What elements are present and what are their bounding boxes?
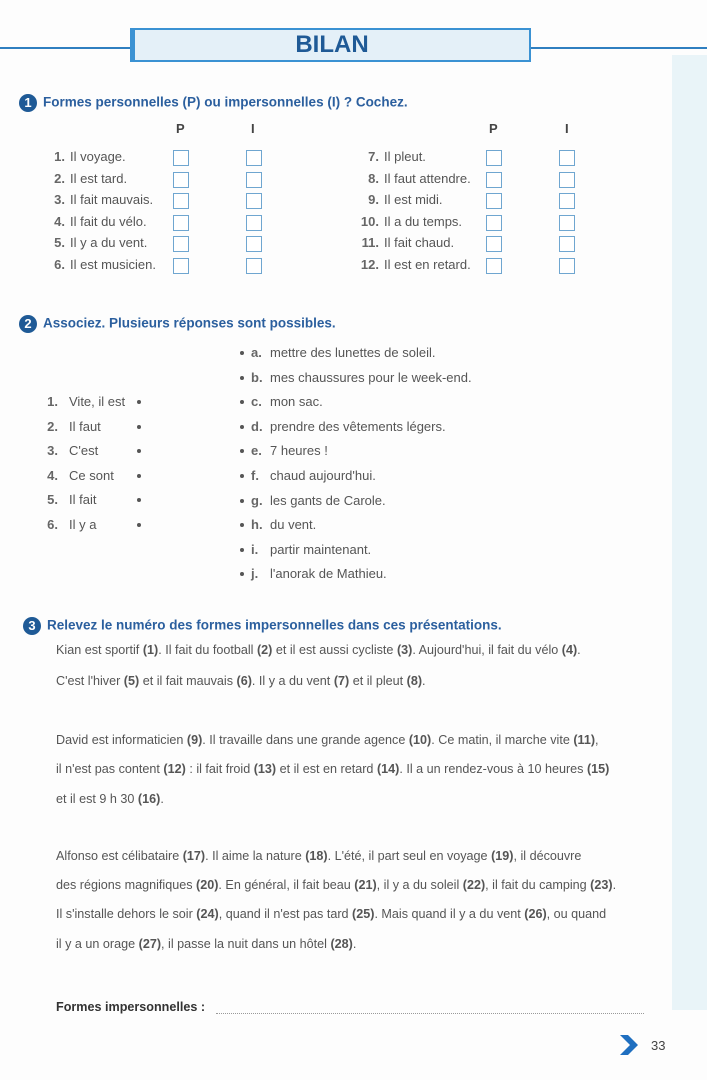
- paragraph-line: Kian est sportif (1). Il fait du football (2) et il est aussi cycliste (3). Aujourd'hui, il fait du vélo (4).: [56, 643, 581, 657]
- checkbox-personal[interactable]: [486, 215, 502, 231]
- chevron-right-icon: [618, 1033, 640, 1057]
- item-text: mon sac.: [270, 394, 323, 410]
- paragraph-line: Alfonso est célibataire (17). Il aime la nature (18). L'été, il part seul en voyage (19), il découvre: [56, 849, 582, 863]
- item-number: 8.: [368, 170, 379, 186]
- item-number: 4.: [47, 467, 58, 483]
- item-letter: i.: [251, 541, 259, 557]
- match-right-item: [251, 370, 472, 385]
- item-text: chaud aujourd'hui.: [270, 468, 376, 483]
- match-dot[interactable]: [240, 474, 244, 478]
- item-text: Il fait chaud.: [384, 235, 455, 250]
- list-item: [352, 149, 426, 164]
- item-letter: b.: [251, 369, 263, 385]
- checkbox-personal[interactable]: [173, 258, 189, 274]
- list-item: [352, 192, 443, 207]
- match-dot[interactable]: [137, 474, 141, 478]
- paragraph-line: et il est 9 h 30 (16).: [56, 792, 164, 806]
- item-letter: f.: [251, 468, 259, 483]
- checkbox-impersonal[interactable]: [559, 172, 575, 188]
- match-dot[interactable]: [137, 449, 141, 453]
- item-number: 5.: [54, 235, 65, 250]
- exercise-title: Relevez le numéro des formes impersonnelles dans ces présentations.: [47, 617, 502, 633]
- item-number: 1.: [54, 149, 65, 164]
- item-text: Il est en retard.: [384, 256, 471, 272]
- match-dot[interactable]: [240, 548, 244, 552]
- match-right-item: [251, 443, 328, 458]
- column-header-p: P: [489, 121, 498, 136]
- list-item: [352, 171, 471, 186]
- checkbox-impersonal[interactable]: [559, 215, 575, 231]
- item-number: 11.: [361, 235, 379, 250]
- exercise-number-badge: 3: [23, 617, 41, 635]
- match-dot[interactable]: [240, 499, 244, 503]
- checkbox-personal[interactable]: [486, 258, 502, 274]
- paragraph-line: il y a un orage (27), il passe la nuit dans un hôtel (28).: [56, 937, 357, 951]
- match-dot[interactable]: [137, 400, 141, 404]
- item-letter: c.: [251, 394, 262, 410]
- match-dot[interactable]: [240, 425, 244, 429]
- item-text: C'est: [69, 443, 99, 459]
- list-item: [36, 235, 147, 250]
- match-dot[interactable]: [240, 351, 244, 355]
- checkbox-personal[interactable]: [486, 150, 502, 166]
- answer-label: Formes impersonnelles :: [56, 1000, 206, 1014]
- item-text: 7 heures !: [270, 443, 328, 459]
- exercise-number-badge: 1: [19, 94, 37, 112]
- exercise-number-badge: 2: [19, 315, 37, 333]
- checkbox-impersonal[interactable]: [246, 193, 262, 209]
- item-text: les gants de Carole.: [270, 492, 386, 508]
- checkbox-personal[interactable]: [486, 172, 502, 188]
- checkbox-personal[interactable]: [173, 193, 189, 209]
- checkbox-personal[interactable]: [486, 236, 502, 252]
- item-number: 2.: [47, 418, 58, 434]
- item-text: mettre des lunettes de soleil.: [270, 345, 436, 360]
- item-number: 3.: [54, 192, 65, 207]
- match-dot[interactable]: [240, 572, 244, 576]
- item-text: l'anorak de Mathieu.: [270, 566, 387, 582]
- list-item: [36, 214, 147, 229]
- item-text: Il y a du vent.: [70, 235, 148, 250]
- item-text: Il voyage.: [70, 149, 126, 164]
- column-header-i: I: [565, 121, 569, 136]
- list-item: [36, 257, 156, 272]
- item-number: 6.: [54, 256, 65, 272]
- item-number: 12.: [360, 256, 379, 272]
- item-text: Il faut: [69, 418, 101, 434]
- item-text: Il faut attendre.: [384, 170, 471, 186]
- match-left-item: [40, 419, 101, 434]
- title-banner: [130, 28, 531, 62]
- exercise-1-heading: [19, 94, 408, 112]
- match-dot[interactable]: [137, 523, 141, 527]
- paragraph-line: il n'est pas content (12) : il fait froid (13) et il est en retard (14). Il a un rendez-vous à 10 heures (15): [56, 762, 610, 776]
- item-number: 6.: [47, 517, 58, 532]
- match-right-item: [251, 517, 316, 532]
- match-right-item: [251, 394, 323, 409]
- match-dot[interactable]: [240, 449, 244, 453]
- item-text: prendre des vêtements légers.: [270, 418, 446, 434]
- item-text: Ce sont: [69, 467, 114, 483]
- item-number: 1.: [47, 394, 58, 409]
- match-right-item: [251, 419, 446, 434]
- column-header-p: P: [176, 121, 185, 136]
- list-item: [36, 192, 153, 207]
- checkbox-impersonal[interactable]: [559, 150, 575, 166]
- list-item: [352, 257, 471, 272]
- checkbox-impersonal[interactable]: [559, 236, 575, 252]
- paragraph-line: David est informaticien (9). Il travaille dans une grande agence (10). Ce matin, il marche vite (11),: [56, 733, 599, 747]
- exercise-title: Associez. Plusieurs réponses sont possibles.: [43, 315, 336, 331]
- exercise-3-heading: [23, 617, 502, 635]
- list-item: [352, 214, 462, 229]
- item-text: partir maintenant.: [270, 541, 372, 557]
- paragraph-line: Il s'installe dehors le soir (24), quand il n'est pas tard (25). Mais quand il y a du vent (26), ou quand: [56, 907, 607, 921]
- item-letter: j.: [251, 566, 259, 582]
- checkbox-personal[interactable]: [486, 193, 502, 209]
- header-rule-right: [528, 47, 707, 49]
- item-number: 2.: [54, 170, 65, 186]
- match-left-item: [40, 517, 96, 532]
- checkbox-personal[interactable]: [173, 150, 189, 166]
- match-dot[interactable]: [137, 425, 141, 429]
- paragraph-line: C'est l'hiver (5) et il fait mauvais (6). Il y a du vent (7) et il pleut (8).: [56, 674, 426, 688]
- header-rule-left: [0, 47, 132, 49]
- item-number: 4.: [54, 213, 65, 229]
- match-right-item: [251, 345, 435, 360]
- checkbox-impersonal[interactable]: [246, 258, 262, 274]
- exercise-title: Formes personnelles (P) ou impersonnelles (I) ? Cochez.: [43, 94, 408, 110]
- paragraph-line: des régions magnifiques (20). En général, il fait beau (21), il y a du soleil (22), il fait du camping (23).: [56, 878, 617, 892]
- item-text: Il y a: [69, 517, 97, 532]
- item-text: Il fait du vélo.: [70, 213, 147, 229]
- list-item: [36, 171, 127, 186]
- match-left-item: [40, 492, 96, 507]
- item-number: 10.: [360, 213, 379, 229]
- item-letter: h.: [251, 517, 263, 533]
- match-left-item: [40, 394, 125, 409]
- match-dot[interactable]: [240, 376, 244, 380]
- checkbox-personal[interactable]: [173, 236, 189, 252]
- checkbox-impersonal[interactable]: [559, 258, 575, 274]
- match-dot[interactable]: [240, 400, 244, 404]
- item-letter: e.: [251, 443, 262, 459]
- match-right-item: [251, 468, 376, 483]
- match-left-item: [40, 443, 98, 458]
- match-right-item: [251, 493, 386, 508]
- item-number: 3.: [47, 443, 58, 459]
- checkbox-impersonal[interactable]: [246, 215, 262, 231]
- item-letter: a.: [251, 345, 262, 360]
- page-title: BILAN: [295, 31, 369, 58]
- checkbox-personal[interactable]: [173, 172, 189, 188]
- match-right-item: [251, 542, 371, 557]
- match-dot[interactable]: [240, 523, 244, 527]
- side-margin-strip: [672, 55, 707, 1010]
- list-item: [352, 235, 454, 250]
- column-header-i: I: [251, 121, 255, 136]
- match-left-item: [40, 468, 114, 483]
- item-text: Il fait mauvais.: [70, 192, 154, 207]
- checkbox-impersonal[interactable]: [246, 236, 262, 252]
- item-number: 5.: [47, 492, 58, 508]
- match-right-item: [251, 566, 387, 581]
- checkbox-impersonal[interactable]: [246, 150, 262, 166]
- item-text: du vent.: [270, 517, 317, 533]
- item-text: Il est tard.: [70, 170, 128, 186]
- checkbox-impersonal[interactable]: [246, 172, 262, 188]
- item-number: 7.: [368, 149, 379, 164]
- list-item: [36, 149, 126, 164]
- page-number: 33: [651, 1038, 666, 1053]
- item-letter: d.: [251, 418, 263, 434]
- item-number: 9.: [368, 192, 379, 207]
- checkbox-personal[interactable]: [173, 215, 189, 231]
- item-text: mes chaussures pour le week-end.: [270, 369, 472, 385]
- exercise-2-heading: [19, 315, 336, 333]
- item-text: Il est musicien.: [70, 256, 156, 272]
- match-dot[interactable]: [137, 498, 141, 502]
- item-text: Il est midi.: [384, 192, 443, 207]
- item-text: Il fait: [69, 492, 97, 508]
- item-text: Il a du temps.: [384, 213, 463, 229]
- item-text: Il pleut.: [384, 149, 426, 164]
- answer-line[interactable]: [216, 1013, 644, 1014]
- item-letter: g.: [251, 492, 263, 508]
- checkbox-impersonal[interactable]: [559, 193, 575, 209]
- item-text: Vite, il est: [69, 394, 126, 409]
